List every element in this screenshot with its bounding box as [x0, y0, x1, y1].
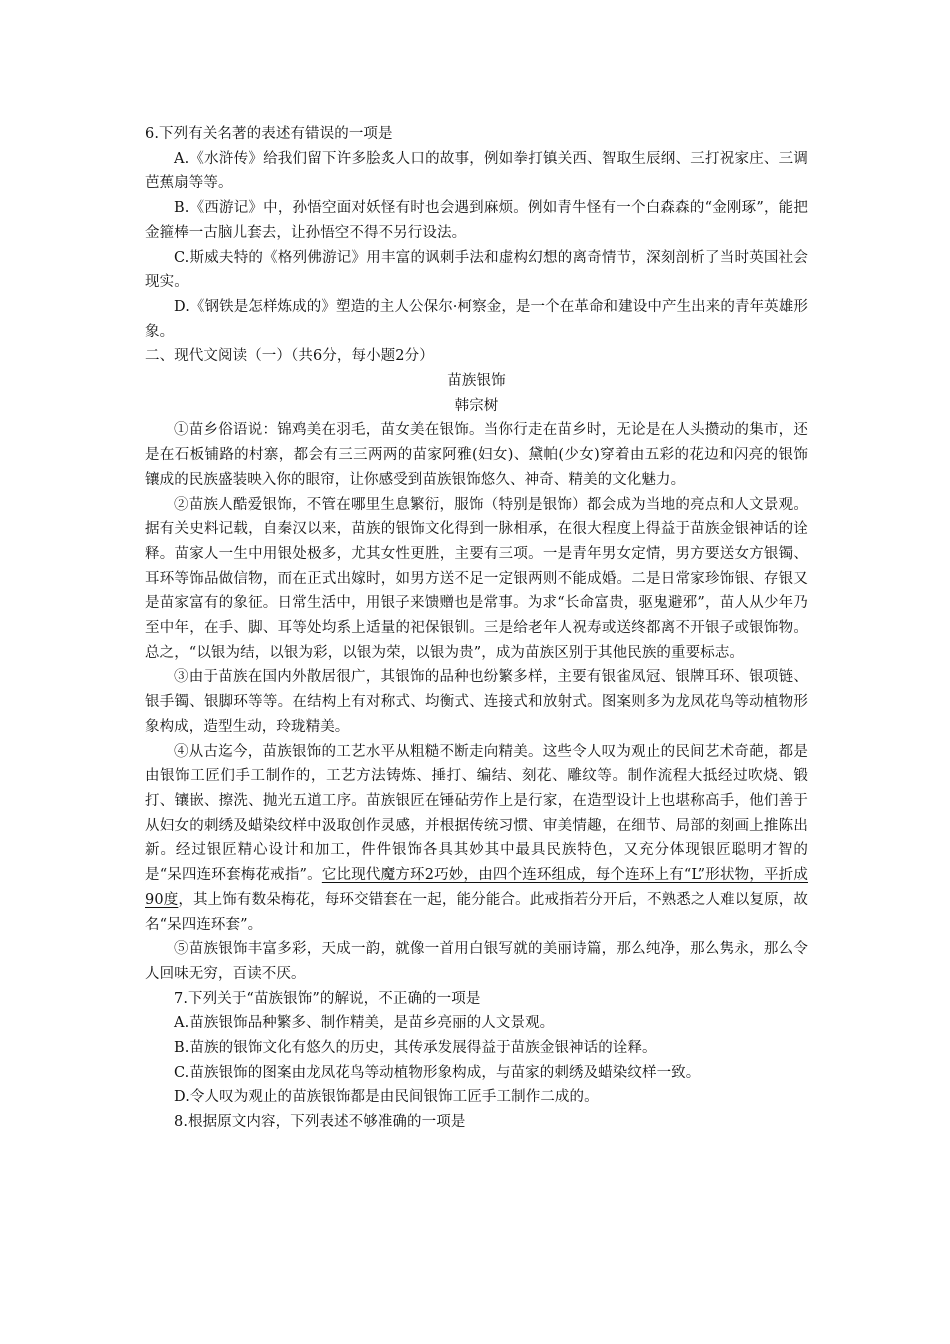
- article-paragraph-2: ②苗族人酷爱银饰，不管在哪里生息繁衍，服饰（特别是银饰）都会成为当地的亮点和人文景观。据有关史料记载，自秦汉以来，苗族的银饰文化得到一脉相承，在很大程度上得益于苗族金银神话的诠释。苗家人一生中用银处极多，尤其女性更胜，主要有三项。一是青年男女定情，男方要送女方银镯、耳环等饰品做信物，而在正式出嫁时，如男方送不足一定银两则不能成婚。二是日常家珍饰银、存银又是苗家富有的象征。日常生活中，用银子来馈赠也是常事。为求“长命富贵，驱鬼避邪”，苗人从少年乃至中年，在手、脚、耳等处均系上适量的祀保银钏。三是给老年人祝寿或送终都离不开银子或银饰物。总之，“以银为结，以银为彩，以银为荣，以银为贵”，成为苗族区别于其他民族的重要标志。: [145, 496, 808, 661]
- paragraph-4-text-before: ④从古迄今，苗族银饰的工艺水平从粗糙不断走向精美。这些令人叹为观止的民间艺术奇葩，都是由银饰工匠们手工制作的，工艺方法铸炼、捶打、编结、刻花、雕纹等。制作流程大抵经过吹烧、锻打、镶嵌、擦洗、抛光五道工序。苗族银匠在锤砧劳作上是行家，在造型设计上也堪称高手，他们善于从妇女的刺绣及蜡染纹样中汲取创作灵感，并根据传统习惯、审美情趣，在细节、局部的刻画上推陈出新。经过银匠精心设计和加工，件件银饰各具其妙其中最具民族特色，又充分体现银匠聪明才智的是“呆四连环套梅花戒指”。: [145, 743, 808, 884]
- article-paragraph-4: [145, 740, 808, 938]
- question-6-option-a: A.《水浒传》给我们留下许多脍炙人口的故事，例如拳打镇关西、智取生辰纲、三打祝家庄、三调芭蕉扇等等。: [145, 150, 808, 192]
- question-7-option-b: B.苗族的银饰文化有悠久的历史，其传承发展得益于苗族金银神话的诠释。: [174, 1040, 657, 1057]
- question-6-option-b: B.《西游记》中，孙悟空面对妖怪有时也会遇到麻烦。例如青牛怪有一个白森森的“金刚琢”，能把金箍棒一古脑儿套去，让孙悟空不得不另行设法。: [145, 200, 808, 241]
- question-8-stem: 8.根据原文内容，下列表述不够准确的一项是: [174, 1114, 466, 1131]
- paragraph-4-underlined-sentence: 它比现代魔方环2巧妙，由四个连环组成，每个连环上有“L”形状物，平折成90度: [145, 867, 809, 908]
- exam-page: [145, 122, 808, 1135]
- article-paragraph-3: ③由于苗族在国内外散居很广，其银饰的品种也纷繁多样，主要有银雀凤冠、银牌耳环、银项链、银手镯、银脚环等等。在结构上有对称式、均衡式、连接式和放射式。图案则多为龙凤花鸟等动植物形象构成，造型生动，玲珑精美。: [145, 669, 808, 735]
- article-title: 苗族银饰: [447, 373, 506, 390]
- paragraph-4-text-after: ，其上饰有数朵梅花，每环交错套在一起，能分能合。此戒指若分开后，不熟悉之人难以复原，故名“呆四连环套”。: [145, 891, 808, 933]
- question-6-option-d: D.《钢铁是怎样炼成的》塑造的主人公保尔·柯察金，是一个在革命和建设中产生出来的青年英雄形象。: [145, 298, 808, 340]
- question-6-stem: 6.下列有关名著的表述有错误的一项是: [145, 126, 393, 142]
- article-author: 韩宗树: [454, 397, 499, 414]
- question-7-option-d: D.令人叹为观止的苗族银饰都是由民间银饰工匠手工制作二成的。: [174, 1089, 599, 1106]
- question-6-option-c: C.斯威夫特的《格列佛游记》用丰富的讽刺手法和虚构幻想的离奇情节，深刻剖析了当时英国社会现实。: [145, 249, 808, 291]
- section-2-heading: 二、现代文阅读（一）（共6分，每小题2分）: [145, 348, 434, 365]
- question-7-option-c: C.苗族银饰的图案由龙凤花鸟等动植物形象构成，与苗家的刺绣及蜡染纹样一致。: [174, 1064, 701, 1081]
- question-7-stem: 7.下列关于“苗族银饰”的解说，不正确的一项是: [174, 990, 481, 1007]
- article-paragraph-5: ⑤苗族银饰丰富多彩，天成一韵，就像一首用白银写就的美丽诗篇，那么纯净，那么隽永，那么令人回味无穷，百读不厌。: [145, 941, 808, 982]
- article-paragraph-1: ①苗乡俗语说：锦鸡美在羽毛，苗女美在银饰。当你行走在苗乡时，无论是在人头攒动的集市，还是在石板铺路的村寨，都会有三三两两的苗家阿雅(妇女)、黛帕(少女)穿着由五彩的花边和闪亮的银饰镶成的民族盛装映入你的眼帘，让你感受到苗族银饰悠久、神奇、精美的文化魅力。: [145, 422, 808, 488]
- question-7-option-a: A.苗族银饰品种繁多、制作精美，是苗乡亮丽的人文景观。: [174, 1015, 555, 1032]
